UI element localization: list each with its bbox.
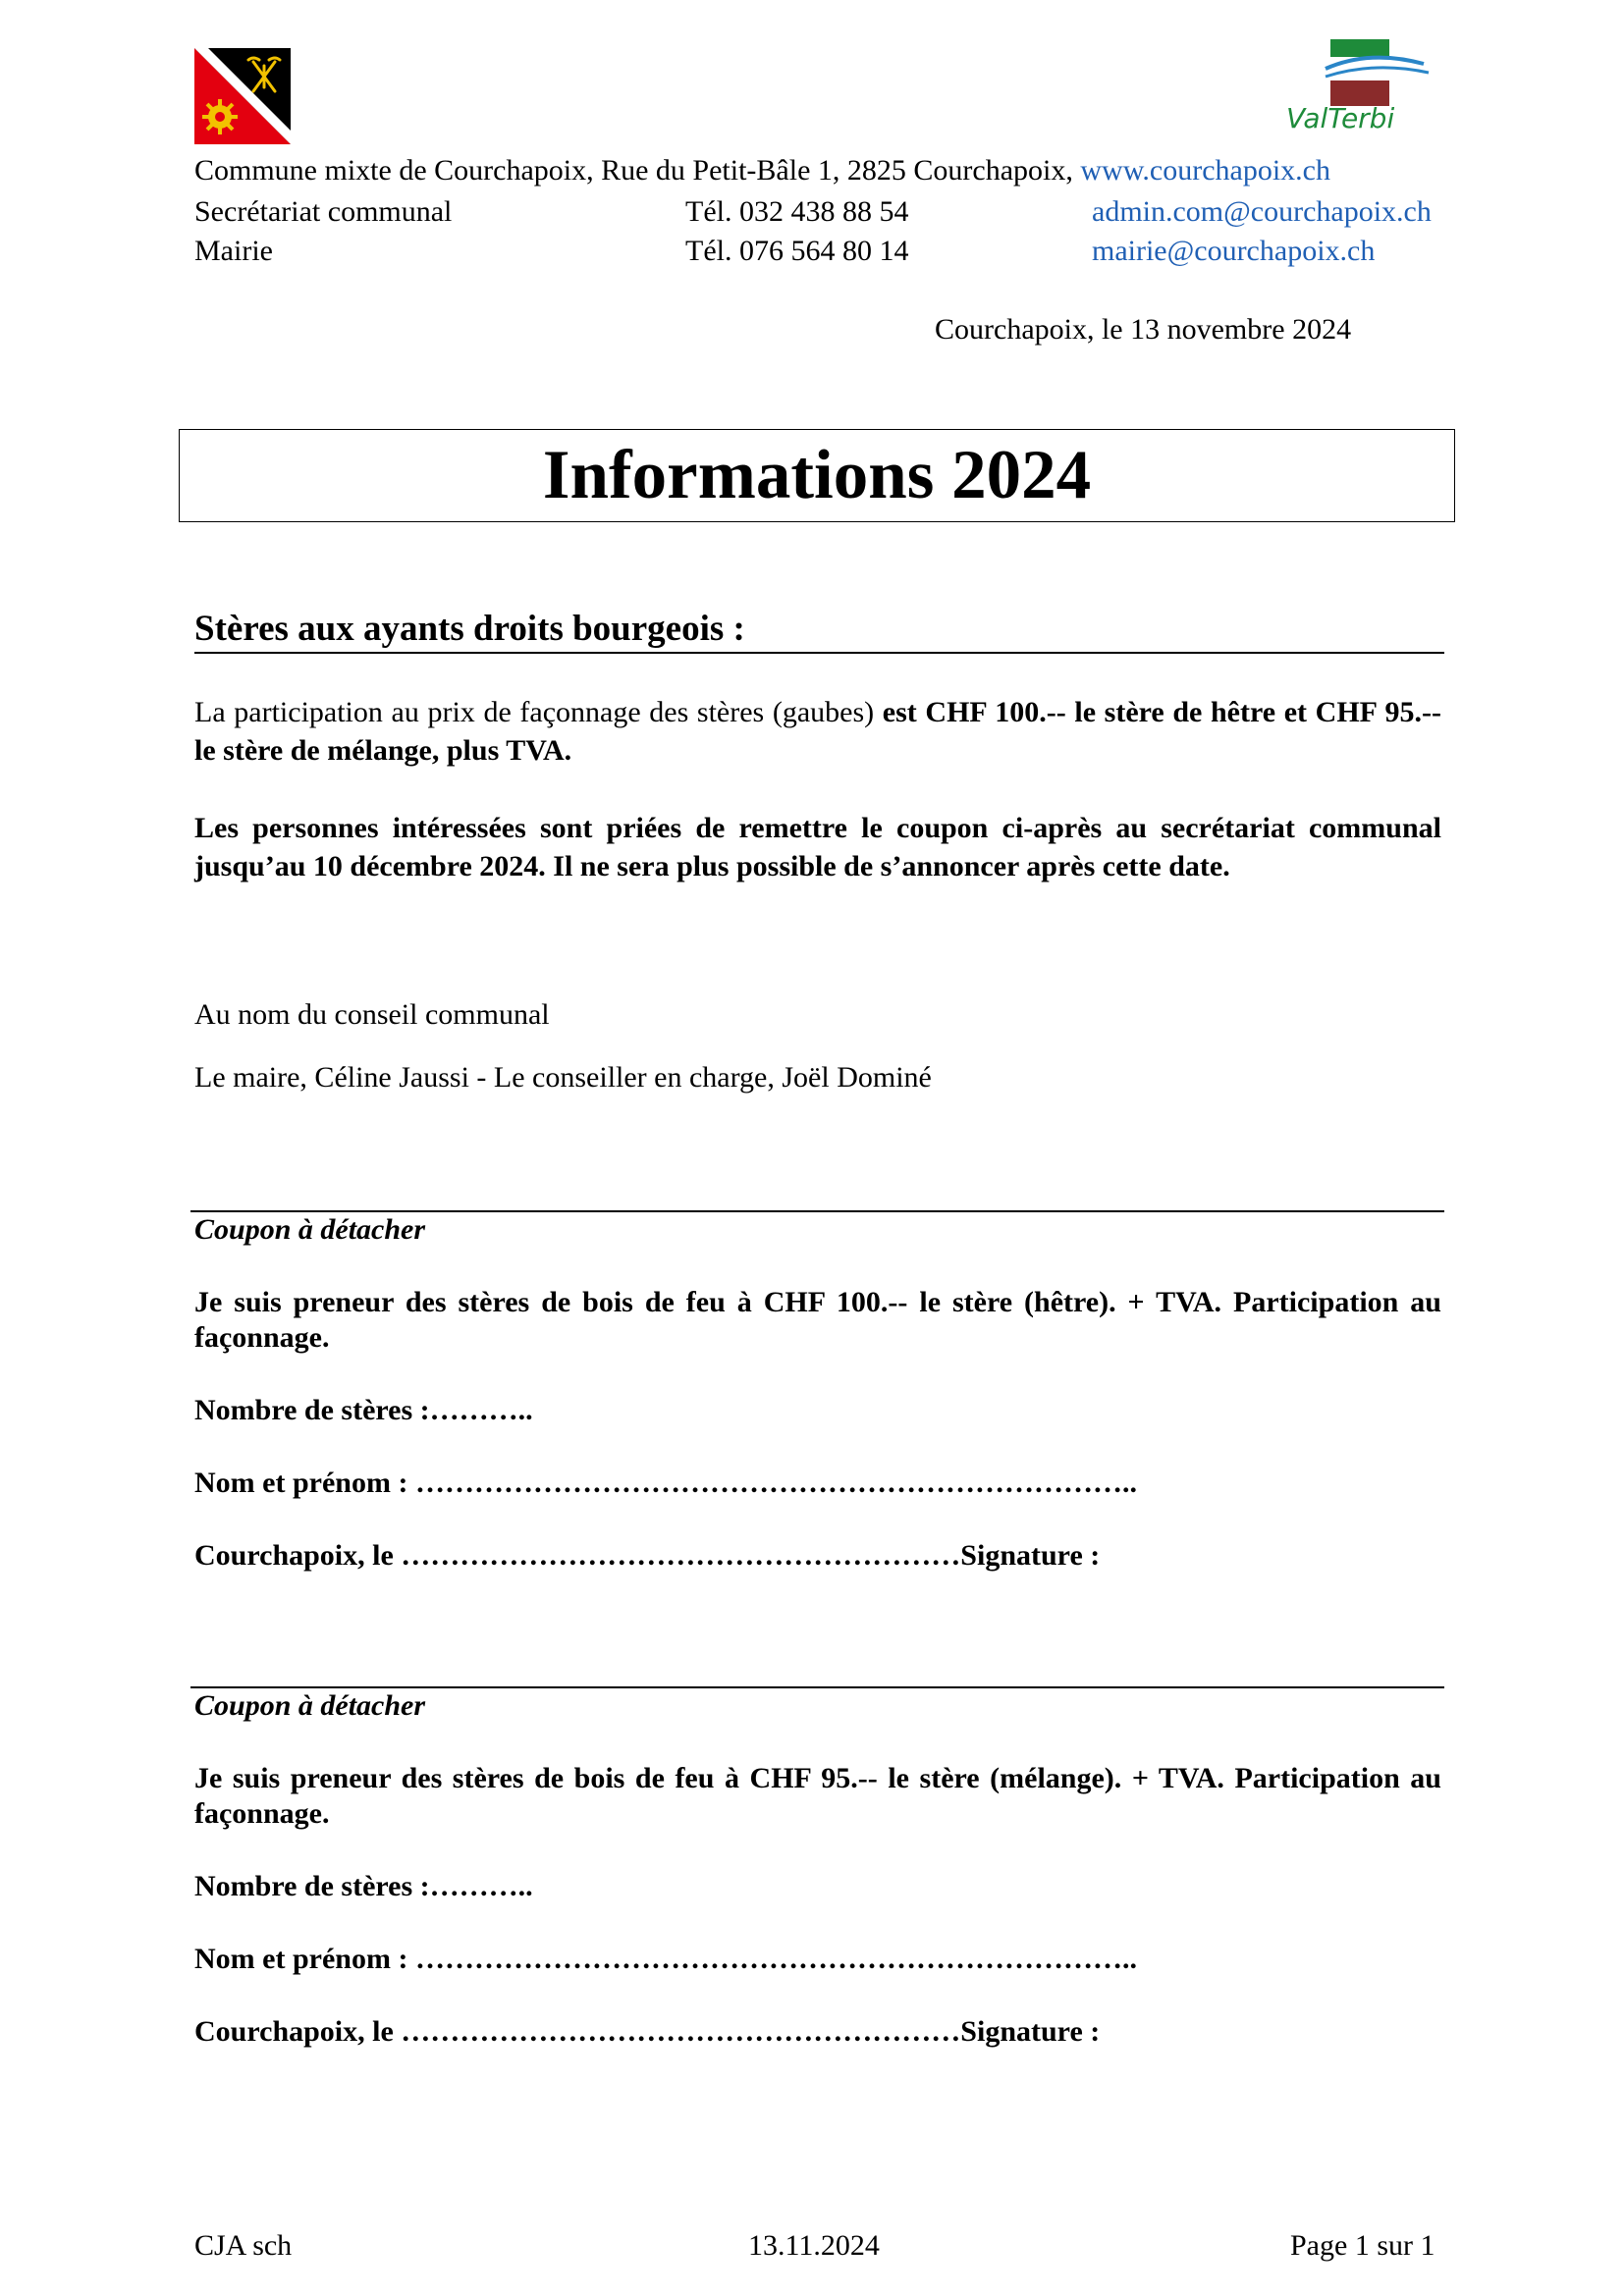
mairie-email-link[interactable]: mairie@courchapoix.ch <box>1092 235 1376 267</box>
coupon-1-cut-line <box>190 1210 1444 1212</box>
footer-left: CJA sch <box>194 2229 293 2262</box>
price-paragraph-bold: est CHF 100.-- le stère de hêtre et CHF 95.-- le stère de mélange, plus TVA. <box>194 696 1441 767</box>
mairie-label: Mairie <box>194 235 273 267</box>
price-paragraph-normal: La participation au prix de façonnage des stères (gaubes) <box>194 696 883 728</box>
section-heading-rule <box>194 652 1444 654</box>
address-text: Commune mixte de Courchapoix, Rue du Petit-Bâle 1, 2825 Courchapoix, <box>194 154 1073 187</box>
signatories-line: Le maire, Céline Jaussi - Le conseiller en charge, Joël Dominé <box>194 1061 932 1094</box>
mairie-phone: Tél. 076 564 80 14 <box>685 235 909 267</box>
coupon-1-nombre-field[interactable]: Nombre de stères :……….. <box>194 1394 533 1426</box>
valterbi-logo-text: ValTerbi <box>1286 102 1395 134</box>
price-paragraph <box>194 694 1441 770</box>
footer-center: 13.11.2024 <box>748 2229 880 2262</box>
coupon-2-cut-line <box>190 1686 1444 1688</box>
coupon-1-heading: Coupon à détacher <box>194 1213 426 1246</box>
page-title: Informations 2024 <box>542 437 1092 513</box>
coupon-2-nom-field[interactable]: Nom et prénom : ……………………………………………………………….. <box>194 1943 1137 1975</box>
secretariat-phone: Tél. 032 438 88 54 <box>685 195 909 228</box>
secretariat-email-link[interactable]: admin.com@courchapoix.ch <box>1092 195 1432 228</box>
coupon-1-date-signature-field[interactable]: Courchapoix, le …………………………………………………Signature : <box>194 1539 1101 1572</box>
coupon-2-date-signature-field[interactable]: Courchapoix, le …………………………………………………Signature : <box>194 2015 1101 2048</box>
valterbi-logo <box>1276 39 1448 142</box>
coupon-2-nombre-field[interactable]: Nombre de stères :……….. <box>194 1870 533 1902</box>
courchapoix-crest-logo <box>194 48 291 144</box>
deadline-paragraph: Les personnes intéressées sont priées de remettre le coupon ci-après au secrétariat communal jusqu’au 10 décembre 2024. Il ne sera plus possible de s’annoncer après cette date. <box>194 812 1441 882</box>
coupon-2-statement: Je suis preneur des stères de bois de feu à CHF 95.-- le stère (mélange). + TVA. Participation au façonnage. <box>194 1762 1441 1830</box>
council-line: Au nom du conseil communal <box>194 998 550 1031</box>
section-heading: Stères aux ayants droits bourgeois : <box>194 609 745 649</box>
date-line: Courchapoix, le 13 novembre 2024 <box>935 313 1352 346</box>
footer-right: Page 1 sur 1 <box>1290 2229 1435 2262</box>
secretariat-label: Secrétariat communal <box>194 195 453 228</box>
coupon-1-nom-field[interactable]: Nom et prénom : ……………………………………………………………….. <box>194 1467 1137 1499</box>
coupon-1-statement: Je suis preneur des stères de bois de feu à CHF 100.-- le stère (hêtre). + TVA. Participation au façonnage. <box>194 1286 1441 1354</box>
website-link[interactable]: www.courchapoix.ch <box>1080 154 1330 187</box>
coupon-2-heading: Coupon à détacher <box>194 1689 426 1722</box>
address-line <box>194 151 1330 190</box>
title-box <box>179 429 1455 522</box>
